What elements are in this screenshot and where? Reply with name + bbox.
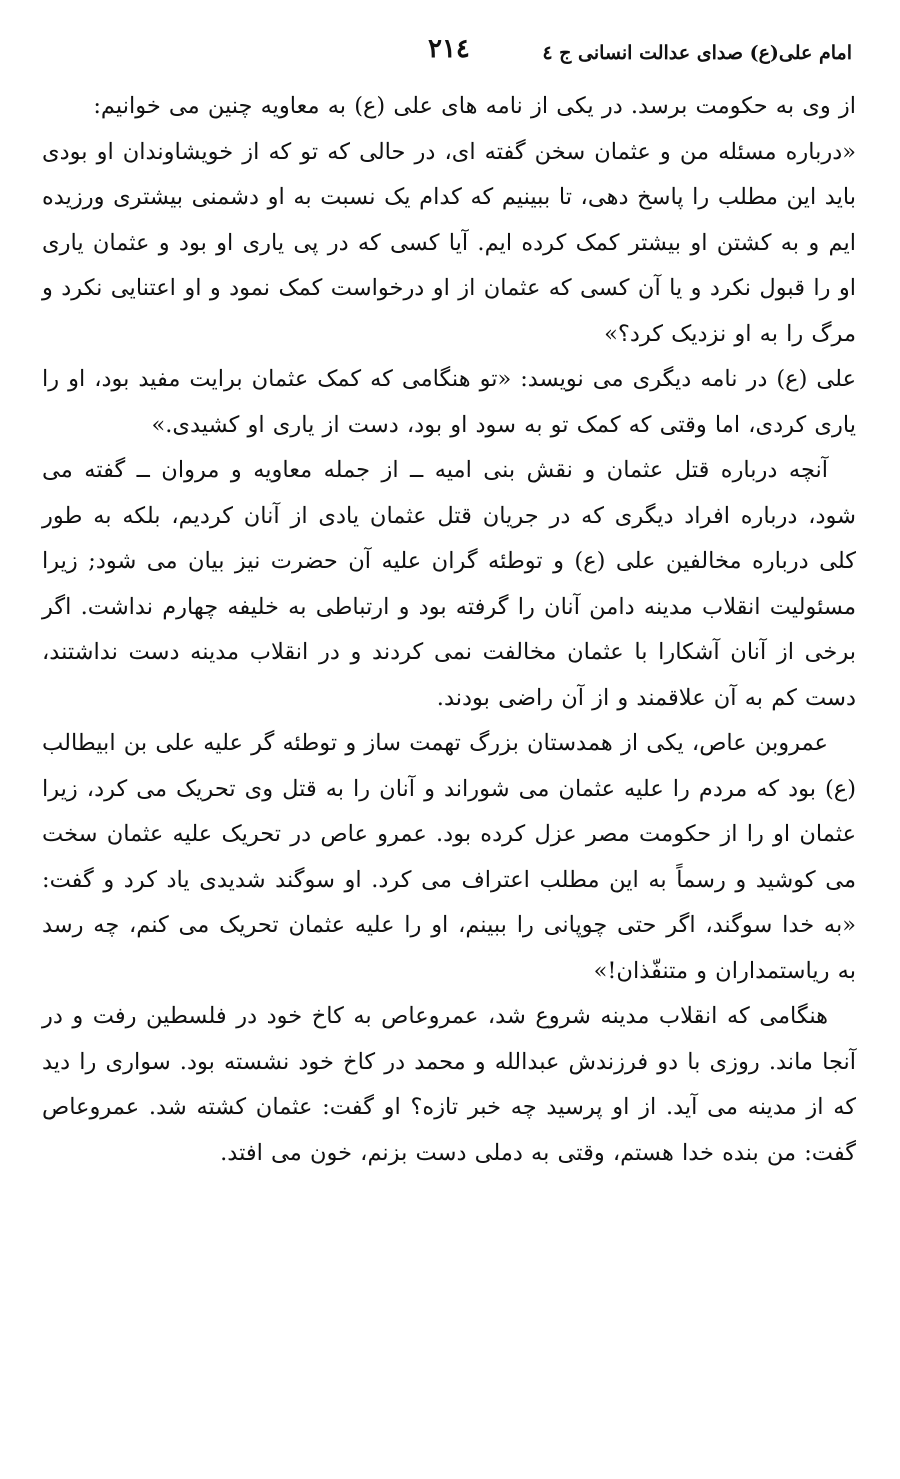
page-number: ٢١٤ (428, 34, 470, 64)
paragraph-2: «درباره مسئله من و عثمان سخن گفته ای، در حالی که تو که از خویشاوندان او بودی باید این مطلب را پاسخ دهی، تا ببینیم که کدام یک نسبت به او دشمنی بیشتری ورزیده ایم و به کشتن او بیشتر کمک کرده ایم. آیا کسی که در پی یاری او بود و عثمان یاری او را قبول نکرد و یا آن کسی که عثمان از او درخواست کمک نمود و او اعتنایی نکرد و مرگ را به او نزدیک کرد؟» (42, 138, 856, 347)
body-text (42, 84, 856, 1176)
paragraph-1: از وی به حکومت برسد. در یکی از نامه های علی (ع) به معاویه چنین می خوانیم: (93, 93, 856, 119)
paragraph-3: علی (ع) در نامه دیگری می نویسد: «تو هنگامی که کمک عثمان برایت مفید بود، او را یاری کردی، اما وقتی که کمک تو به سود او بود، دست از یاری او کشیدی.» (42, 366, 856, 438)
paragraph-4: آنچه درباره قتل عثمان و نقش بنی امیه ــ از جمله معاویه و مروان ــ گفته می شود، درباره افراد دیگری که در جریان قتل عثمان یادی از آنان کردیم، بلکه به طور کلی درباره مخالفین علی (ع) و توطئه گران علیه آن حضرت نیز بیان می شود; زیرا مسئولیت انقلاب مدینه دامن آنان را گرفته بود و ارتباطی به خلیفه چهارم نداشت. اگر برخی از آنان آشکارا با عثمان مخالفت نمی کردند و در انقلاب مدینه دست نداشتند، دست کم به آن علاقمند و از آن راضی بودند. (42, 457, 856, 711)
running-title: امام علی(ع) صدای عدالت انسانی ج ٤ (542, 42, 852, 64)
page-header (40, 34, 852, 74)
paragraph-5: عمروبن عاص، یکی از همدستان بزرگ تهمت ساز و توطئه گر علیه علی بن ابیطالب (ع) بود که مردم را علیه عثمان می شوراند و آنان را به قتل وی تحریک می کرد، زیرا عثمان او را از حکومت مصر عزل کرده بود. عمرو عاص در تحریک علیه عثمان سخت می کوشید و رسماً به این مطلب اعتراف می کرد. او سوگند شدیدی یاد کرد و گفت: «به خدا سوگند، اگر حتی چوپانی را ببینم، او را علیه عثمان تحریک می کنم، چه رسد به ریاستمداران و متنفّذان!» (42, 730, 856, 984)
paragraph-6: هنگامی که انقلاب مدینه شروع شد، عمروعاص به کاخ خود در فلسطین رفت و در آنجا ماند. روزی با دو فرزندش عبدالله و محمد در کاخ خود نشسته بود. سواری را دید که از مدینه می آید. از او پرسید چه خبر تازه؟ او گفت: عثمان کشته شد. عمروعاص گفت: من بنده خدا هستم، وقتی به دملی دست بزنم، خون می افتد. (42, 1003, 856, 1166)
